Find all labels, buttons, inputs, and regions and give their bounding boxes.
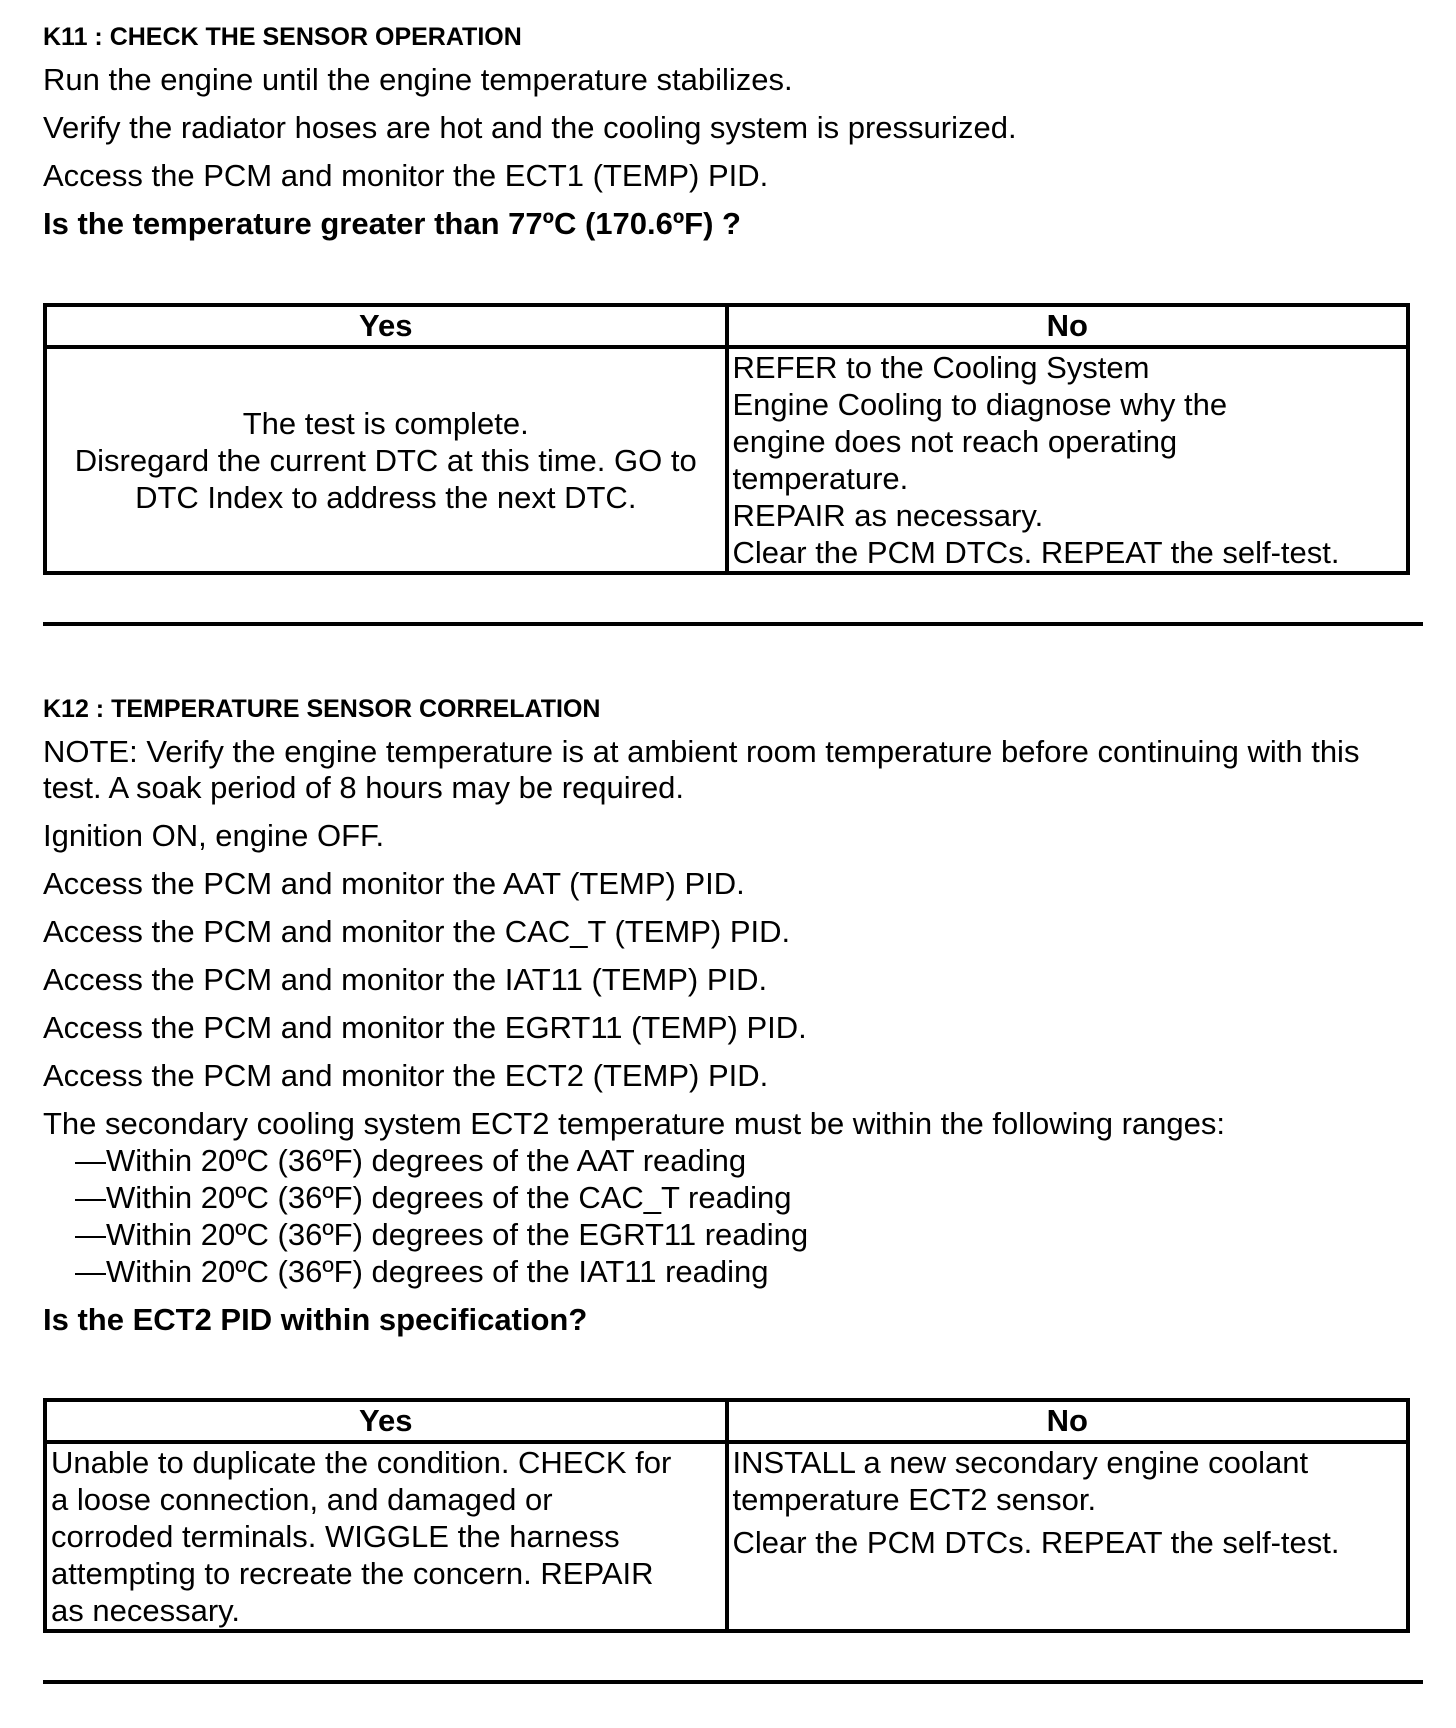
list-item: —Within 20ºC (36ºF) degrees of the IAT11 reading [75,1254,769,1289]
k12-step-2: Access the PCM and monitor the AAT (TEMP) PID. [43,866,745,901]
k11-no-line: REPAIR as necessary. [732,498,1044,533]
k11-no-line: temperature. [732,461,909,496]
k12-yes-line: as necessary. [51,1593,240,1628]
k12-yes-line: corroded terminals. WIGGLE the harness [51,1519,620,1554]
k12-note: NOTE: Verify the engine temperature is at ambient room temperature before continuing with this test. A soak period of 8 hours may be required. [43,734,1360,805]
k12-yes-no-table [43,1398,1410,1633]
k12-yes-cell [45,1442,727,1631]
k12-question: Is the ECT2 PID within specification? [43,1302,588,1337]
k12-ranges-intro: The secondary cooling system ECT2 temperature must be within the following ranges: [43,1106,1226,1141]
list-item: —Within 20ºC (36ºF) degrees of the CAC_T reading [75,1180,792,1215]
k12-yes-line: attempting to recreate the concern. REPAIR [51,1556,654,1591]
k11-no-cell [727,347,1409,573]
k12-yes-line: a loose connection, and damaged or [51,1482,553,1517]
k11-yes-header: Yes [45,305,727,347]
k11-step-2: Verify the radiator hoses are hot and the cooling system is pressurized. [43,110,1017,145]
k11-question: Is the temperature greater than 77ºC (170.6ºF) ? [43,206,741,241]
k12-step-1: Ignition ON, engine OFF. [43,818,385,853]
k12-ranges-list [43,1142,1423,1290]
k12-step-4: Access the PCM and monitor the IAT11 (TEMP) PID. [43,962,768,997]
k12-yes-header: Yes [45,1400,727,1442]
k12-no-header: No [727,1400,1409,1442]
k12-no-line: temperature ECT2 sensor. [732,1482,1097,1517]
k11-yes-no-table [43,303,1410,575]
section-divider [43,622,1423,626]
k11-no-header: No [727,305,1409,347]
k11-no-line: Engine Cooling to diagnose why the [732,387,1228,422]
k12-no-line: INSTALL a new secondary engine coolant [732,1445,1309,1480]
k12-yes-line: Unable to duplicate the condition. CHECK for [51,1445,672,1480]
k11-step-3: Access the PCM and monitor the ECT1 (TEMP) PID. [43,158,769,193]
k12-title: K12 : TEMPERATURE SENSOR CORRELATION [43,695,601,723]
k11-no-line: Clear the PCM DTCs. REPEAT the self-test. [732,535,1340,570]
k11-no-line: REFER to the Cooling System [732,350,1150,385]
k12-step-3: Access the PCM and monitor the CAC_T (TEMP) PID. [43,914,791,949]
k12-step-6: Access the PCM and monitor the ECT2 (TEMP) PID. [43,1058,769,1093]
k11-no-line: engine does not reach operating [732,424,1178,459]
k12-step-5: Access the PCM and monitor the EGRT11 (TEMP) PID. [43,1010,807,1045]
section-divider [43,1680,1423,1684]
k11-yes-line: The test is complete. [242,405,529,441]
k11-yes-line: Disregard the current DTC at this time. GO to [74,442,697,478]
k12-section [43,694,1423,1338]
k11-step-1: Run the engine until the engine temperature stabilizes. [43,62,793,97]
k11-yes-line: DTC Index to address the next DTC. [135,479,637,515]
list-item: —Within 20ºC (36ºF) degrees of the EGRT11 reading [75,1217,809,1252]
k12-no-line: Clear the PCM DTCs. REPEAT the self-test. [732,1525,1340,1560]
list-item: —Within 20ºC (36ºF) degrees of the AAT reading [75,1143,747,1178]
k11-yes-cell [45,347,727,573]
k12-no-cell [727,1442,1409,1631]
k11-title: K11 : CHECK THE SENSOR OPERATION [43,23,522,51]
k11-section [43,22,1423,242]
